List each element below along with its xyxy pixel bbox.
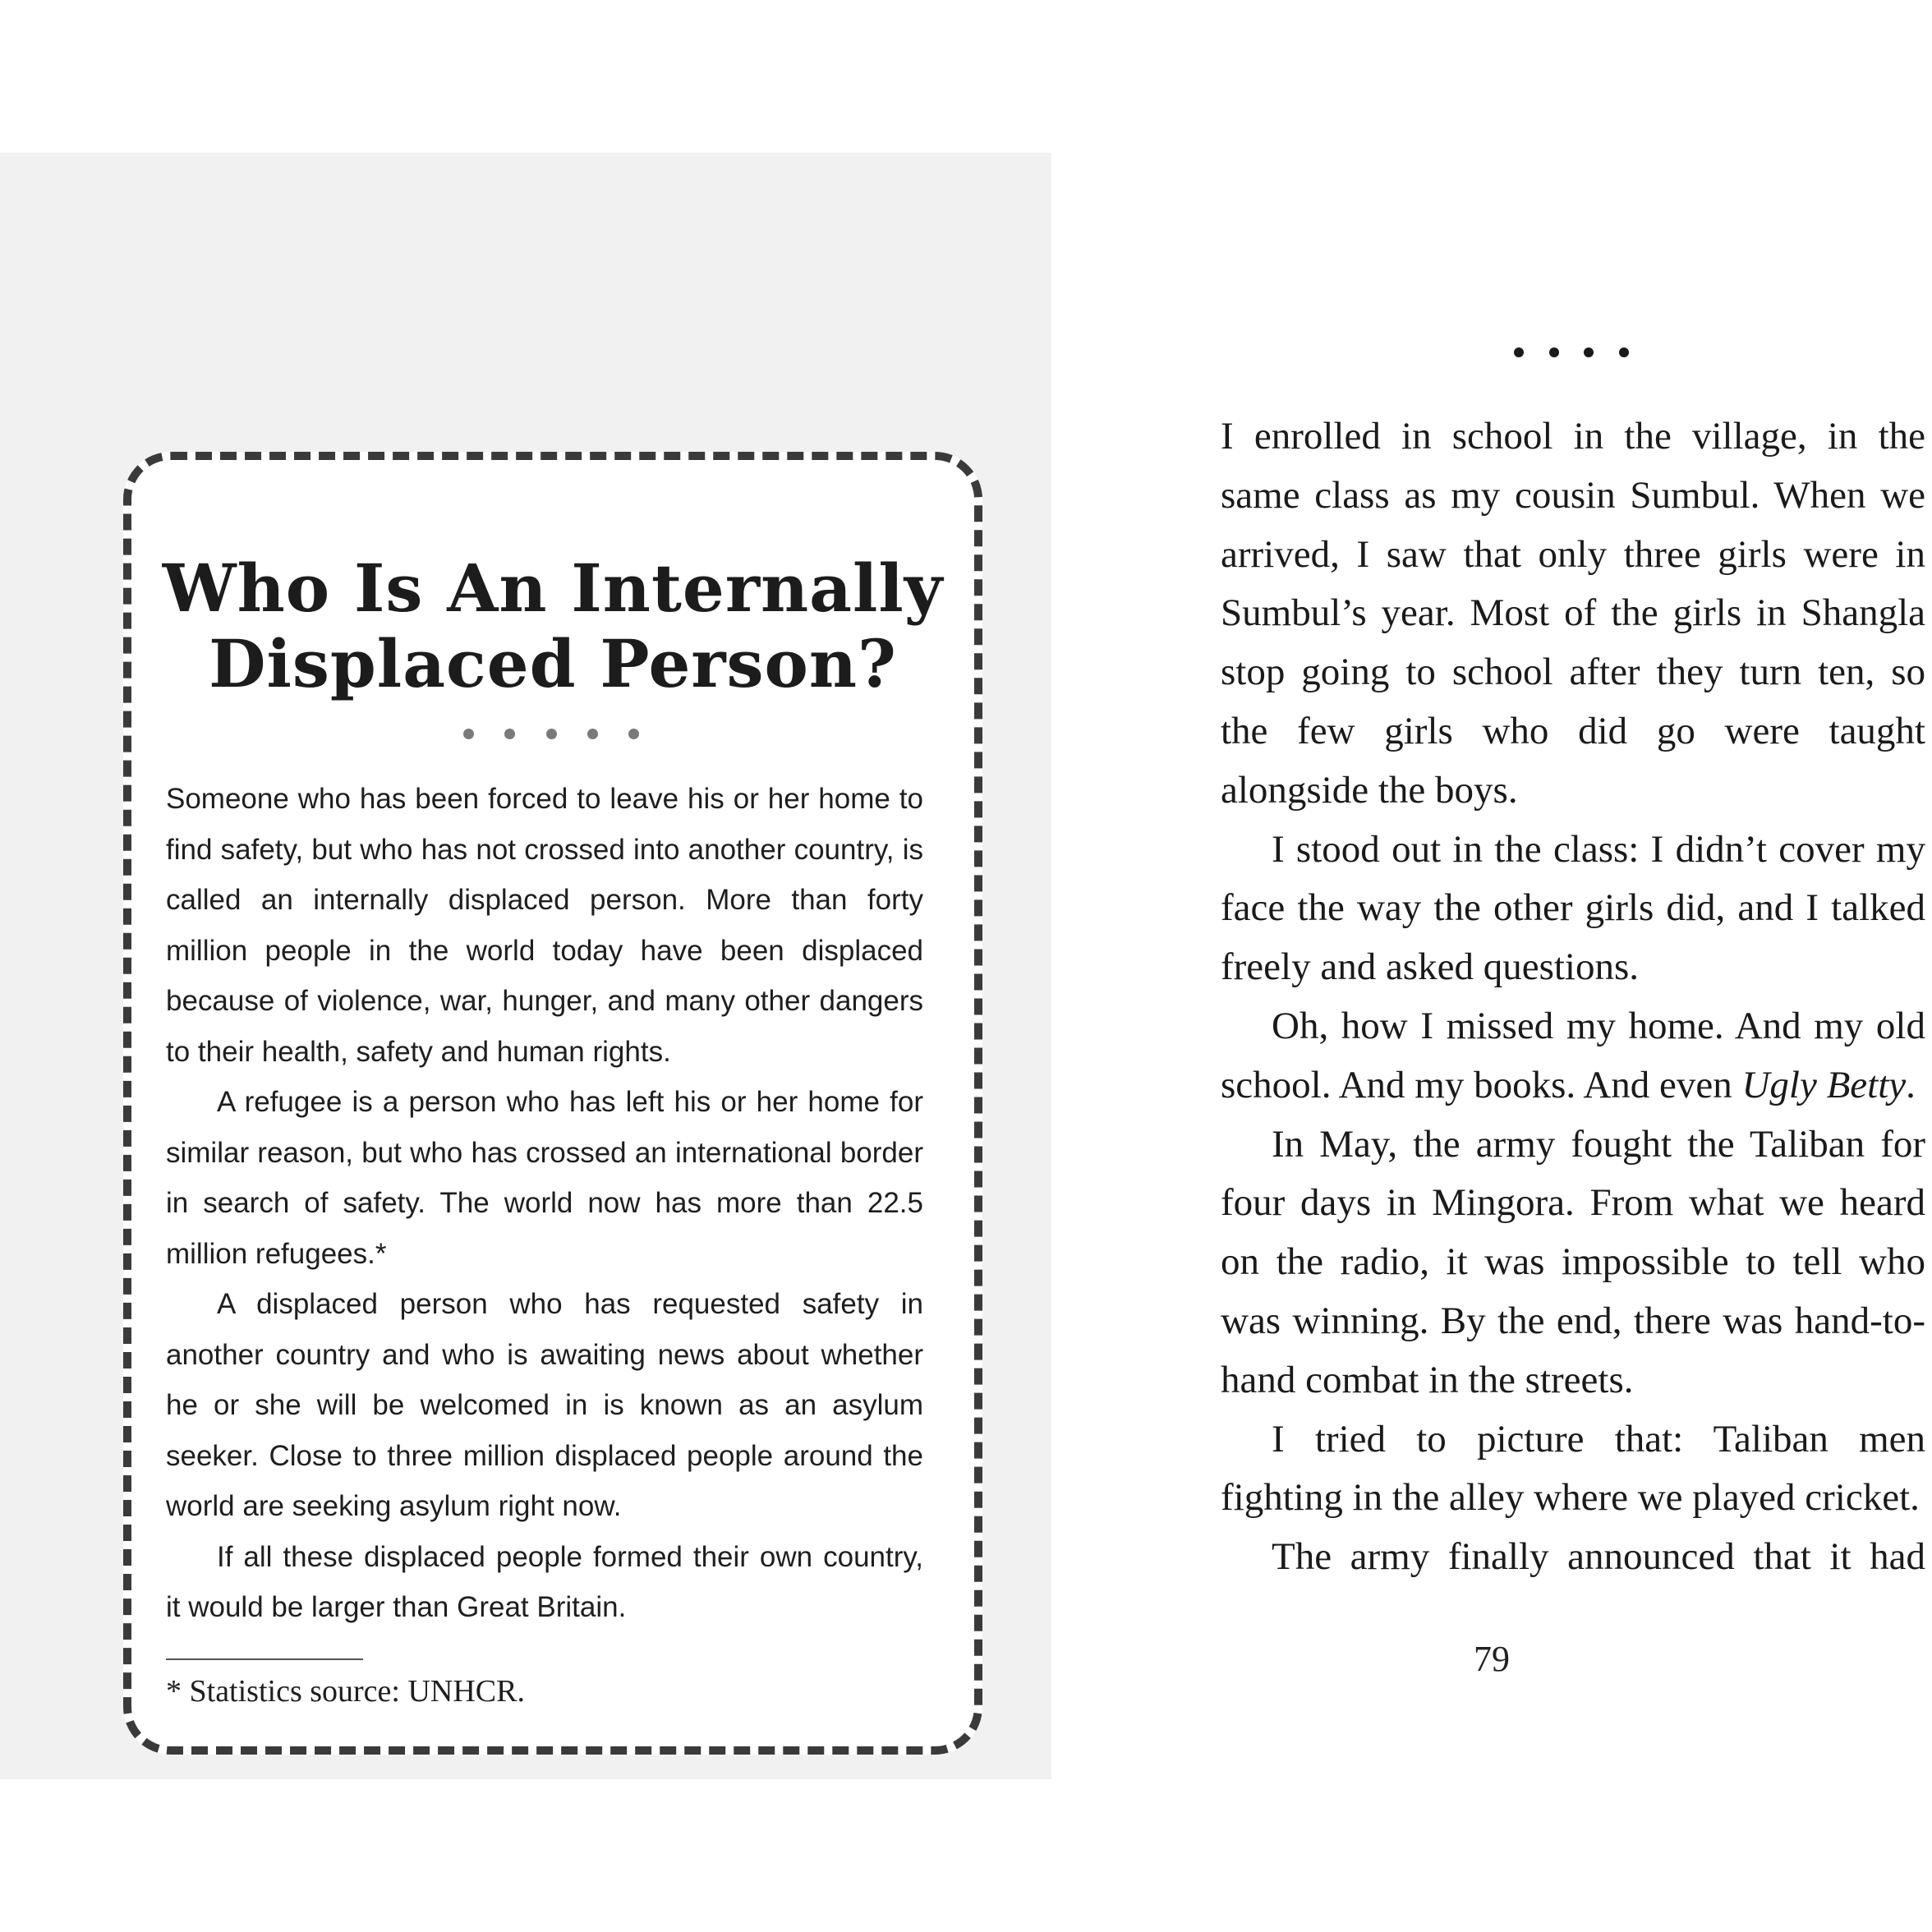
dot-ornament bbox=[628, 729, 639, 739]
page-number: 79 bbox=[1474, 1639, 1510, 1679]
section-break-dots bbox=[1514, 347, 1629, 357]
sidebar-body bbox=[166, 774, 923, 1633]
body-paragraph: I tried to picture that: Taliban men fighting in the alley where we played cricket. bbox=[1221, 1417, 1925, 1520]
dot-ornament bbox=[463, 729, 474, 739]
sidebar-title-line-2: Displaced Person? bbox=[209, 625, 897, 702]
dot-ornament bbox=[1619, 347, 1629, 357]
sidebar-paragraph: A refugee is a person who has left his or her home for similar reason, but who has crossed an international border in search of safety. The world now has more than 22.5 million refugees.* bbox=[166, 1086, 923, 1270]
sidebar-box bbox=[123, 452, 982, 1755]
sidebar-title-line-1: Who Is An Internally bbox=[162, 550, 944, 627]
body-paragraph: The army finally announced that it had bbox=[1272, 1535, 1925, 1579]
sidebar-dot-divider bbox=[463, 729, 639, 739]
sidebar-paragraph: Someone who has been forced to leave his or her home to find safety, but who has not crossed into another country, is called an internally displaced person. More than forty million people in the world today have been displaced because of violence, war, hunger, and many other dangers to their health, safety and human rights. bbox=[166, 783, 923, 1068]
dot-ornament bbox=[1584, 347, 1594, 357]
sidebar-paragraph: If all these displaced people formed their own country, it would be larger than Great Britain. bbox=[166, 1540, 923, 1623]
footnote-divider bbox=[166, 1658, 363, 1660]
sidebar-paragraph: A displaced person who has requested safety in another country and who is awaiting news about whether he or she will be welcomed in is known as an asylum seeker. Close to three million displaced people around the world are seeking asylum right now. bbox=[166, 1288, 923, 1522]
main-text bbox=[1221, 407, 1925, 1587]
body-paragraph: In May, the army fought the Taliban for four days in Mingora. From what we heard on the radio, it was impossible to tell who was winning. By the end, there was hand-to-hand combat in the streets. bbox=[1221, 1122, 1925, 1401]
body-paragraph: I enrolled in school in the village, in the same class as my cousin Sumbul. When we arrived, I saw that only three girls were in Sumbul’s year. Most of the girls in Shangla stop going to school after they turn ten, so the few girls who did go were taught alongside the boys. bbox=[1221, 415, 1925, 812]
dot-ornament bbox=[587, 729, 598, 739]
dot-ornament bbox=[1514, 347, 1524, 357]
right-page bbox=[1051, 153, 1932, 1779]
body-paragraph-end: . bbox=[1906, 1063, 1916, 1106]
footnote: * Statistics source: UNHCR. bbox=[166, 1674, 525, 1709]
dot-ornament bbox=[1549, 347, 1559, 357]
book-title-italic: Ugly Betty bbox=[1741, 1063, 1907, 1106]
left-page bbox=[0, 153, 1051, 1779]
dot-ornament bbox=[546, 729, 557, 739]
body-paragraph: I stood out in the class: I didn’t cover my face the way the other girls did, and I talked freely and asked questions. bbox=[1221, 827, 1925, 989]
dot-ornament bbox=[504, 729, 515, 739]
sidebar-title bbox=[131, 550, 974, 702]
body-paragraph bbox=[1221, 997, 1925, 1116]
body-paragraph-text: Oh, how I missed my home. And my old school. And my books. And even bbox=[1221, 1004, 1925, 1106]
